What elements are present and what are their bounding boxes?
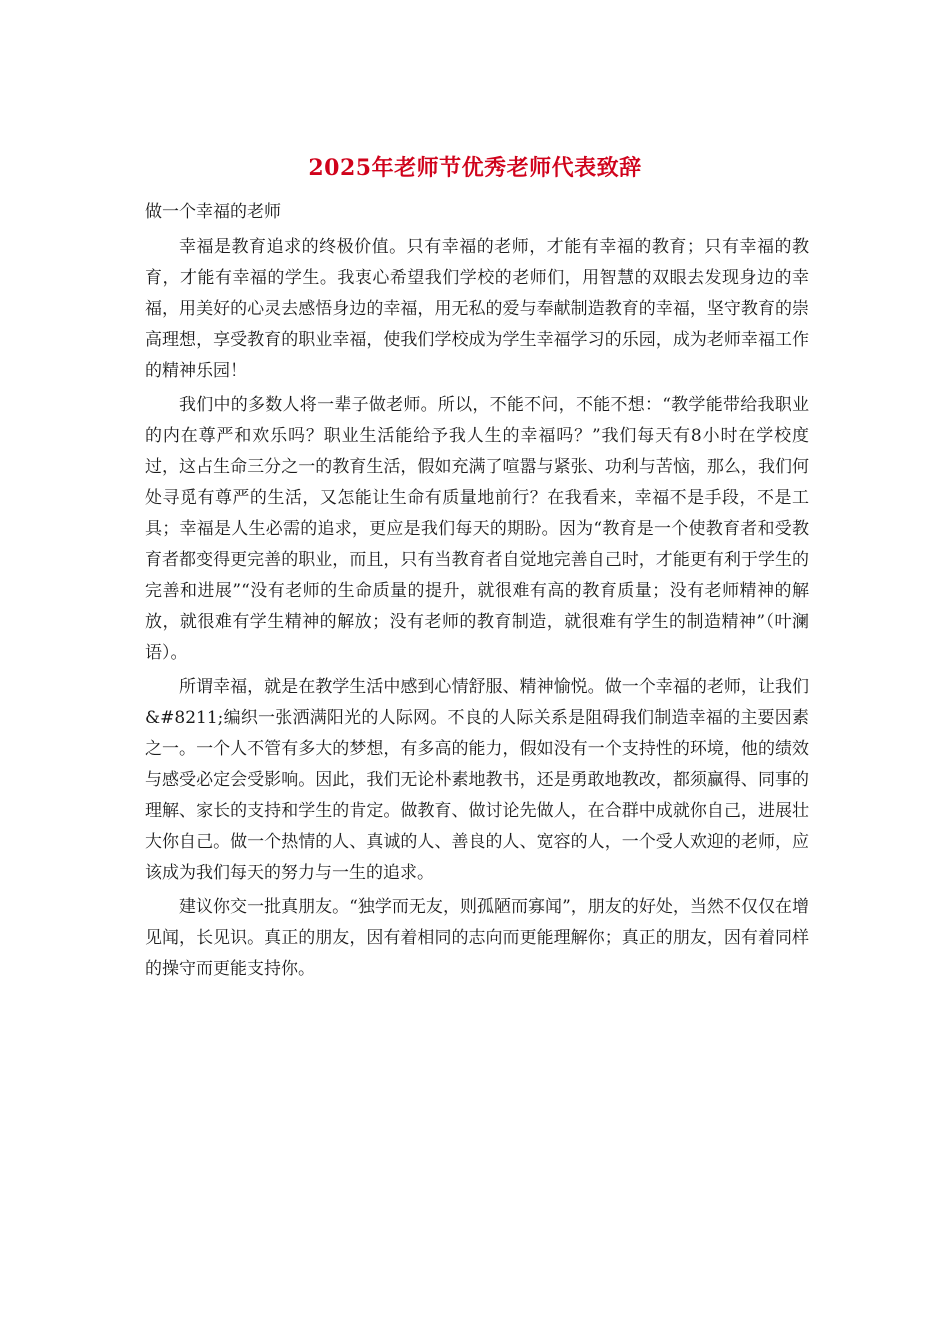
document-subtitle: 做一个幸福的老师: [145, 202, 281, 222]
paragraph-4: 建议你交一批真朋友。“独学而无友，则孤陋而寡闻”，朋友的好处，当然不仅仅在增见闻，长见识。真正的朋友，因有着相同的志向而更能理解你；真正的朋友，因有着同样的操守而更能支持你。: [145, 897, 809, 979]
document-body: [145, 232, 809, 988]
paragraph-3: 所谓幸福，就是在教学生活中感到心情舒服、精神愉悦。做一个幸福的老师，让我们&#8211;编织一张洒满阳光的人际网。不良的人际关系是阻碍我们制造幸福的主要因素之一。一个人不管有多大的梦想，有多高的能力，假如没有一个支持性的环境，他的绩效与感受必定会受影响。因此，我们无论朴素地教书，还是勇敢地教改，都须赢得、同事的理解、家长的支持和学生的肯定。做教育、做讨论先做人，在合群中成就你自己，进展壮大你自己。做一个热情的人、真诚的人、善良的人、宽容的人，一个受人欢迎的老师，应该成为我们每天的努力与一生的追求。: [145, 677, 809, 883]
paragraph-2: 我们中的多数人将一辈子做老师。所以，不能不问，不能不想：“教学能带给我职业的内在尊严和欢乐吗？职业生活能给予我人生的幸福吗？”我们每天有8小时在学校度过，这占生命三分之一的教育生活，假如充满了喧嚣与紧张、功利与苦恼，那么，我们何处寻觅有尊严的生活，又怎能让生命有质量地前行？在我看来，幸福不是手段，不是工具；幸福是人生必需的追求，更应是我们每天的期盼。因为“教育是一个使教育者和受教育者都变得更完善的职业，而且，只有当教育者自觉地完善自己时，才能更有利于学生的完善和进展”“没有老师的生命质量的提升，就很难有高的教育质量；没有老师精神的解放，就很难有学生精神的解放；没有老师的教育制造，就很难有学生的制造精神”（叶澜语）。: [145, 395, 809, 663]
document-title: 2025年老师节优秀老师代表致辞: [308, 155, 642, 181]
paragraph-1: 幸福是教育追求的终极价值。只有幸福的老师，才能有幸福的教育；只有幸福的教育，才能有幸福的学生。我衷心希望我们学校的老师们，用智慧的双眼去发现身边的幸福，用美好的心灵去感悟身边的幸福，用无私的爱与奉献制造教育的幸福，坚守教育的崇高理想，享受教育的职业幸福，使我们学校成为学生幸福学习的乐园，成为老师幸福工作的精神乐园！: [145, 237, 809, 381]
